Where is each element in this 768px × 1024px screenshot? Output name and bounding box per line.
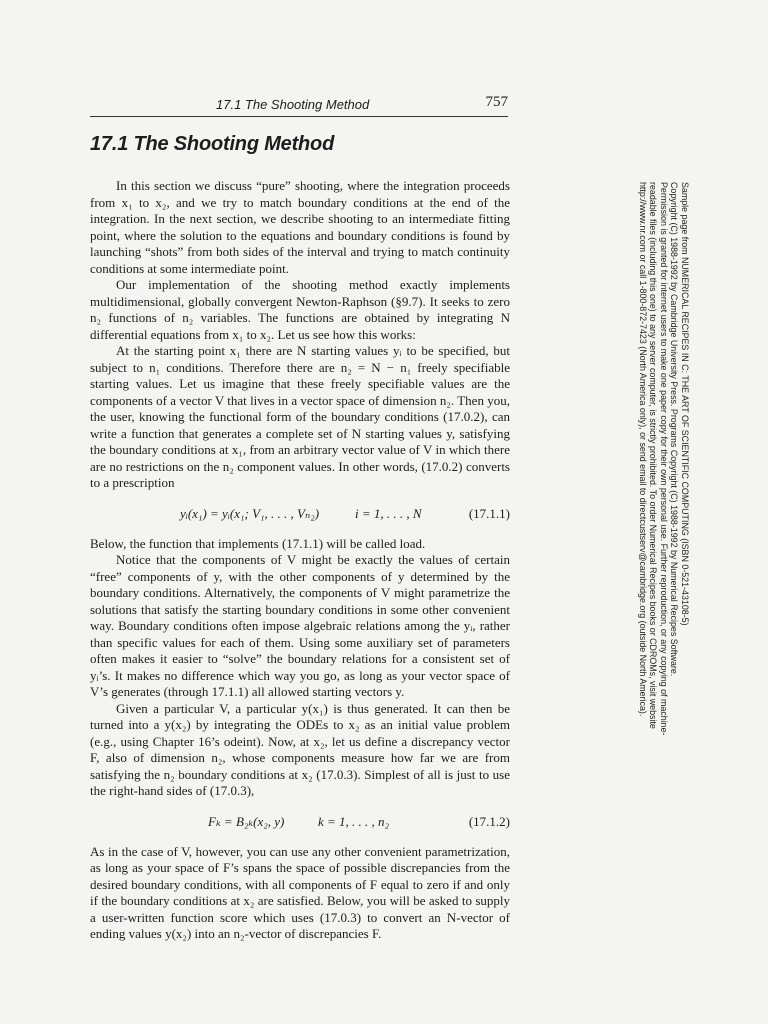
paragraph-intro: In this section we discuss “pure” shooting, where the integration proceeds from x₁ to x₂, and we try to match boundary conditions at the end of the integration. In the next section, we describe shooting to an intermediate fitting point, where the solution to the equations and boundary conditions is found by launching “shots” from both sides of the interval and trying to match continuity conditions at some intermediate point. bbox=[90, 178, 510, 276]
equation-17-1-1-range: i = 1, . . . , N bbox=[355, 505, 422, 521]
equation-17-1-1-number: (17.1.1) bbox=[468, 505, 510, 521]
paragraph-components: Notice that the components of V might be exactly the values of certain “free” components of y, with the other components of y determined by the boundary conditions. Alternatively, the components of V might parametrize the solutions that satisfy the starting boundary conditions in some other convenient way. Boundary conditions often impose algebraic relations among the yᵢ, rather than specific values for each of them. Using some auxiliary set of parameters often makes it easier to “solve” the boundary relations for a consistent set of yᵢ’s. It makes no difference which way you go, as long as your vector space of V’s generates (through 17.1.1) all allowed starting vectors y. bbox=[90, 552, 510, 699]
sidebar-line: readable files (including this one) to any server computer, is strictly prohibited. To order Numerical Recipes books or CDROMs, visit website bbox=[648, 182, 659, 729]
body-text bbox=[90, 178, 510, 943]
sidebar-line: http://www.nr.com or call 1-800-872-7423 (North America only), or send email to directcustserv@cambridge.org (outside North America). bbox=[637, 182, 648, 717]
running-header bbox=[90, 96, 508, 117]
section-title: 17.1 The Shooting Method bbox=[90, 133, 335, 155]
equation-17-1-1 bbox=[90, 506, 510, 524]
paragraph-implementation: Our implementation of the shooting method exactly implements multidimensional, globally convergent Newton-Raphson (§9.7). It seeks to zero n₂ functions of n₂ variables. The functions are obtained by integrating N differential equations from x₁ to x₂. Let us see how this works: bbox=[90, 277, 510, 342]
equation-17-1-2-expression: Fₖ = B₂ₖ(x₂, y) bbox=[208, 813, 285, 829]
page-number: 757 bbox=[485, 94, 508, 110]
sidebar-line: Copyright (C) 1988-1992 by Cambridge University Press. Programs Copyright (C) 1988-1992 by Numerical Recipes Software. bbox=[669, 182, 680, 677]
sidebar-line: Permission is granted for internet users to make one paper copy for their own personal use. Further reproduction, or any copying of machine- bbox=[658, 182, 669, 736]
equation-17-1-1-expression: yᵢ(x₁) = yᵢ(x₁; V₁, . . . , Vₙ₂) bbox=[180, 505, 320, 521]
paragraph-score: As in the case of V, however, you can use any other convenient parametrization, as long as your space of F’s spans the space of possible discrepancies from the desired boundary conditions, with all components of F equal to zero if and only if the boundary conditions at x₂ are satisfied. Below, you will be asked to supply a user-written function score which uses (17.0.3) to convert an N-vector of ending values y(x₂) into an n₂-vector of discrepancies F. bbox=[90, 843, 510, 941]
equation-17-1-2-number: (17.1.2) bbox=[468, 813, 510, 829]
equation-17-1-2-range: k = 1, . . . , n₂ bbox=[318, 813, 390, 829]
running-title: 17.1 The Shooting Method bbox=[216, 97, 370, 112]
paragraph-discrepancy: Given a particular V, a particular y(x₁) is thus generated. It can then be turned into a y(x₂) by integrating the ODEs to x₂ as an initial value problem (e.g., using Chapter 16’s odeint). Now, at x₂, let us define a discrepancy vector F, also of dimension n₂, whose components measure how far we are from satisfying the n₂ boundary conditions at x₂ (17.0.3). Simplest of all is just to use the right-hand sides of (17.0.3), bbox=[90, 700, 510, 798]
equation-17-1-2 bbox=[90, 814, 510, 832]
copyright-sidebar bbox=[590, 182, 690, 742]
sidebar-line: Sample page from NUMERICAL RECIPES IN C: THE ART OF SCIENTIFIC COMPUTING (ISBN 0-521-43108-5) bbox=[680, 182, 690, 626]
paragraph-starting-point: At the starting point x₁ there are N starting values yᵢ to be specified, but subject to n₁ conditions. Therefore there are n₂ = N − n₁ freely specifiable starting values. Let us imagine that these freely specifiable values are the components of a vector V that lives in a vector space of dimension n₂. Then you, the user, knowing the functional form of the boundary conditions (17.0.2), can write a function that generates a complete set of N starting values y, satisfying the boundary conditions at x₁, from an arbitrary vector value of V in which there are no restrictions on the n₂ component values. In other words, (17.0.2) converts to a prescription bbox=[90, 343, 510, 490]
paragraph-load: Below, the function that implements (17.1.1) will be called load. bbox=[90, 535, 426, 551]
